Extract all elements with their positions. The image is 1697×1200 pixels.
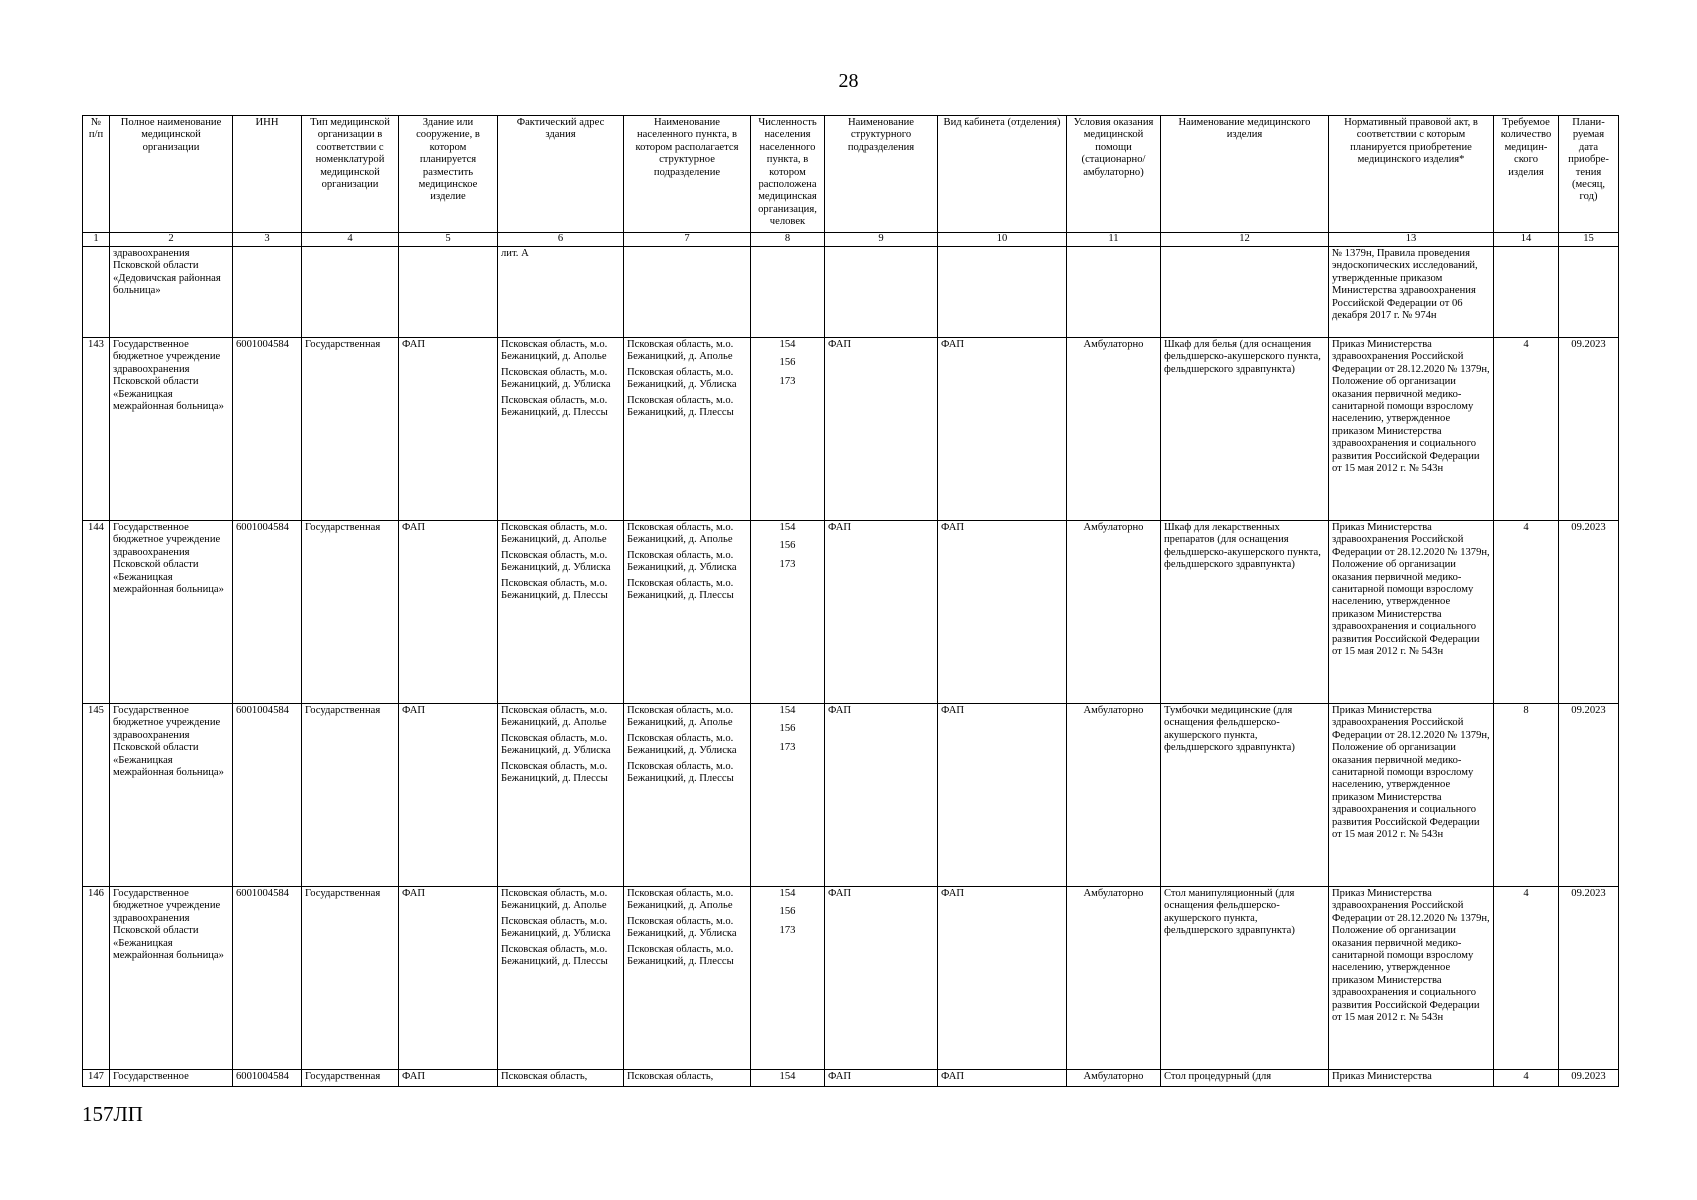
column-number: 14 [1494, 233, 1559, 247]
org-name: Государственное [110, 1070, 233, 1087]
settlement [624, 338, 751, 521]
purchase-date: 09.2023 [1559, 338, 1619, 521]
quantity [1494, 247, 1559, 338]
column-header: Тип медицинской организации в соответствии с номенклатурой медицинской организации [302, 116, 399, 233]
device: Шкаф для белья (для оснащения фельдшерско-акушерского пункта, фельдшерского здравпункта) [1161, 338, 1329, 521]
purchase-date: 09.2023 [1559, 521, 1619, 704]
address-line: Псковская область, м.о. Бежаницкий, д. Аполье [501, 888, 608, 912]
quantity: 4 [1494, 887, 1559, 1070]
conditions: Амбулаторно [1067, 521, 1161, 704]
device: Стол процедурный (для [1161, 1070, 1329, 1087]
column-header: Здание или сооружение, в котором планируется разместить медицинское изделие [399, 116, 498, 233]
org-name: Государственное бюджетное учреждение здравоохранения Псковской области «Бежаницкая межрайонная больница» [110, 338, 233, 521]
population-value: 154 [779, 705, 796, 716]
column-number: 11 [1067, 233, 1161, 247]
address-line: Псковская область, м.о. Бежаницкий, д. Ублиска [501, 549, 611, 574]
conditions: Амбулаторно [1067, 704, 1161, 887]
cabinet: ФАП [938, 338, 1067, 521]
purchase-date [1559, 247, 1619, 338]
org-name: Государственное бюджетное учреждение здравоохранения Псковской области «Бежаницкая межрайонная больница» [110, 887, 233, 1070]
conditions: Амбулаторно [1067, 338, 1161, 521]
unit: ФАП [825, 887, 938, 1070]
building [399, 247, 498, 338]
address-line: Псковская область, м.о. Бежаницкий, д. Аполье [501, 522, 608, 546]
legal-act: Приказ Министерства здравоохранения Российской Федерации от 28.12.2020 № 1379н, Положение об организации оказания первичной медико-санитарной помощи взрослому населению, утвержденное приказом Министерства здравоохранения и социального развития Российской Федерации от 15 мая 2012 г. № 543н [1329, 887, 1494, 1070]
unit: ФАП [825, 704, 938, 887]
column-number: 6 [498, 233, 624, 247]
inn [233, 247, 302, 338]
settlement [624, 704, 751, 887]
column-number: 9 [825, 233, 938, 247]
address-line: Псковская область, м.о. Бежаницкий, д. Ублиска [501, 915, 611, 940]
population [751, 338, 825, 521]
column-number: 2 [110, 233, 233, 247]
address-line: Псковская область, м.о. Бежаницкий, д. Ублиска [501, 732, 611, 757]
table-row [83, 338, 1619, 521]
population-value: 154 [779, 522, 796, 533]
address-line: Псковская область, м.о. Бежаницкий, д. Плессы [501, 577, 608, 602]
settlement-line: Псковская область, м.о. Бежаницкий, д. Аполье [627, 888, 734, 912]
address: Псковская область, [498, 1070, 624, 1087]
settlement-line: Псковская область, м.о. Бежаницкий, д. Ублиска [627, 366, 737, 391]
population-value: 173 [779, 558, 796, 570]
device: Тумбочки медицинские (для оснащения фельдшерско-акушерского пункта, фельдшерского здравпункта) [1161, 704, 1329, 887]
population [751, 887, 825, 1070]
org-type: Государственная [302, 521, 399, 704]
settlement-line: Псковская область, м.о. Бежаницкий, д. Ублиска [627, 915, 737, 940]
table-row [83, 521, 1619, 704]
settlement-line: Псковская область, м.о. Бежаницкий, д. Плессы [627, 394, 734, 419]
column-header: Вид кабинета (отделения) [938, 116, 1067, 233]
cabinet: ФАП [938, 1070, 1067, 1087]
settlement-line: Псковская область, м.о. Бежаницкий, д. Ублиска [627, 732, 737, 757]
settlement-line: Псковская область, м.о. Бежаницкий, д. Аполье [627, 522, 734, 546]
address-line: Псковская область, м.о. Бежаницкий, д. Плессы [501, 760, 608, 785]
org-type: Государственная [302, 704, 399, 887]
population [751, 247, 825, 338]
header-row [83, 116, 1619, 233]
column-number: 15 [1559, 233, 1619, 247]
row-number [83, 247, 110, 338]
settlement [624, 247, 751, 338]
org-name: здравоохранения Псковской области «Дедовичская районная больница» [110, 247, 233, 338]
cabinet: ФАП [938, 704, 1067, 887]
address [498, 704, 624, 887]
column-header: Наименование медицинского изделия [1161, 116, 1329, 233]
settlement-line: Псковская область, м.о. Бежаницкий, д. Плессы [627, 943, 734, 968]
row-number: 144 [83, 521, 110, 704]
column-number: 13 [1329, 233, 1494, 247]
inn: 6001004584 [233, 1070, 302, 1087]
column-header: ИНН [233, 116, 302, 233]
column-header: Требуемое количество медицин-ского изделия [1494, 116, 1559, 233]
address-line: Псковская область, м.о. Бежаницкий, д. Плессы [501, 394, 608, 419]
footer-code: 157ЛП [82, 1102, 143, 1126]
column-header: Плани-руемая дата приобре-тения (месяц, год) [1559, 116, 1619, 233]
inn: 6001004584 [233, 338, 302, 521]
settlement [624, 887, 751, 1070]
population-value: 173 [779, 741, 796, 753]
purchase-date: 09.2023 [1559, 704, 1619, 887]
population-value: 156 [779, 906, 796, 918]
table-row [83, 1070, 1619, 1087]
column-header: Условия оказания медицинской помощи (стационарно/ амбулаторно) [1067, 116, 1161, 233]
device: Стол манипуляционный (для оснащения фельдшерско-акушерского пункта, фельдшерского здравпункта) [1161, 887, 1329, 1070]
unit: ФАП [825, 1070, 938, 1087]
settlement-line: Псковская область, м.о. Бежаницкий, д. Аполье [627, 705, 734, 729]
org-type: Государственная [302, 338, 399, 521]
address-line: Псковская область, м.о. Бежаницкий, д. Плессы [501, 943, 608, 968]
population-value: 173 [779, 924, 796, 936]
table-row [83, 704, 1619, 887]
inn: 6001004584 [233, 521, 302, 704]
legal-act: № 1379н, Правила проведения эндоскопических исследований, утвержденные приказом Министерства здравоохранения Российской Федерации от 06 декабря 2017 г. № 974н [1329, 247, 1494, 338]
legal-act: Приказ Министерства здравоохранения Российской Федерации от 28.12.2020 № 1379н, Положение об организации оказания первичной медико-санитарной помощи взрослому населению, утвержденное приказом Министерства здравоохранения и социального развития Российской Федерации от 15 мая 2012 г. № 543н [1329, 704, 1494, 887]
quantity: 4 [1494, 338, 1559, 521]
address-line: Псковская область, м.о. Бежаницкий, д. Аполье [501, 339, 608, 363]
purchase-date: 09.2023 [1559, 1070, 1619, 1087]
row-number: 146 [83, 887, 110, 1070]
settlement-line: Псковская область, м.о. Бежаницкий, д. Плессы [627, 760, 734, 785]
row-number: 147 [83, 1070, 110, 1087]
unit: ФАП [825, 338, 938, 521]
population-value: 156 [779, 723, 796, 735]
row-number: 143 [83, 338, 110, 521]
address [498, 521, 624, 704]
org-type: Государственная [302, 887, 399, 1070]
population-value: 156 [779, 357, 796, 369]
conditions: Амбулаторно [1067, 887, 1161, 1070]
page-number: 28 [838, 70, 859, 92]
settlement: Псковская область, [624, 1070, 751, 1087]
cabinet: ФАП [938, 521, 1067, 704]
address [498, 887, 624, 1070]
address: лит. А [498, 247, 624, 338]
column-number: 5 [399, 233, 498, 247]
settlement-line: Псковская область, м.о. Бежаницкий, д. Ублиска [627, 549, 737, 574]
column-header: Полное наименование медицинской организации [110, 116, 233, 233]
building: ФАП [399, 1070, 498, 1087]
legal-act: Приказ Министерства здравоохранения Российской Федерации от 28.12.2020 № 1379н, Положение об организации оказания первичной медико-санитарной помощи взрослому населению, утвержденное приказом Министерства здравоохранения и социального развития Российской Федерации от 15 мая 2012 г. № 543н [1329, 338, 1494, 521]
conditions [1067, 247, 1161, 338]
unit: ФАП [825, 521, 938, 704]
device [1161, 247, 1329, 338]
org-type [302, 247, 399, 338]
quantity: 4 [1494, 521, 1559, 704]
building: ФАП [399, 887, 498, 1070]
device: Шкаф для лекарственных препаратов (для оснащения фельдшерско-акушерского пункта, фельдшерского здравпункта) [1161, 521, 1329, 704]
address-line: Псковская область, м.о. Бежаницкий, д. Ублиска [501, 366, 611, 391]
building: ФАП [399, 704, 498, 887]
inn: 6001004584 [233, 887, 302, 1070]
population: 154 [751, 1070, 825, 1087]
inn: 6001004584 [233, 704, 302, 887]
equipment-table [82, 115, 1619, 1087]
settlement [624, 521, 751, 704]
column-number: 8 [751, 233, 825, 247]
address [498, 338, 624, 521]
population [751, 704, 825, 887]
table-row [83, 887, 1619, 1070]
column-number: 10 [938, 233, 1067, 247]
column-header: Фактический адрес здания [498, 116, 624, 233]
column-header: Наименование структурного подразделения [825, 116, 938, 233]
conditions: Амбулаторно [1067, 1070, 1161, 1087]
quantity: 4 [1494, 1070, 1559, 1087]
column-number: 1 [83, 233, 110, 247]
table-body [83, 116, 1619, 1087]
column-number: 12 [1161, 233, 1329, 247]
cabinet [938, 247, 1067, 338]
column-header: № п/п [83, 116, 110, 233]
unit [825, 247, 938, 338]
quantity: 8 [1494, 704, 1559, 887]
legal-act: Приказ Министерства здравоохранения Российской Федерации от 28.12.2020 № 1379н, Положение об организации оказания первичной медико-санитарной помощи взрослому населению, утвержденное приказом Министерства здравоохранения и социального развития Российской Федерации от 15 мая 2012 г. № 543н [1329, 521, 1494, 704]
column-number: 4 [302, 233, 399, 247]
row-number: 145 [83, 704, 110, 887]
population-value: 154 [779, 339, 796, 350]
cabinet: ФАП [938, 887, 1067, 1070]
org-name: Государственное бюджетное учреждение здравоохранения Псковской области «Бежаницкая межрайонная больница» [110, 521, 233, 704]
column-header: Нормативный правовой акт, в соответствии с которым планируется приобретение медицинского изделия* [1329, 116, 1494, 233]
column-number: 7 [624, 233, 751, 247]
population-value: 154 [779, 888, 796, 899]
population-value: 173 [779, 375, 796, 387]
population-value: 156 [779, 540, 796, 552]
building: ФАП [399, 338, 498, 521]
purchase-date: 09.2023 [1559, 887, 1619, 1070]
column-header: Наименование населенного пункта, в котором располагается структурное подразделение [624, 116, 751, 233]
legal-act: Приказ Министерства [1329, 1070, 1494, 1087]
column-number-row [83, 233, 1619, 247]
column-number: 3 [233, 233, 302, 247]
org-name: Государственное бюджетное учреждение здравоохранения Псковской области «Бежаницкая межрайонная больница» [110, 704, 233, 887]
column-header: Численность населения населенного пункта, в котором расположена медицинская организация, человек [751, 116, 825, 233]
building: ФАП [399, 521, 498, 704]
settlement-line: Псковская область, м.о. Бежаницкий, д. Плессы [627, 577, 734, 602]
population [751, 521, 825, 704]
settlement-line: Псковская область, м.о. Бежаницкий, д. Аполье [627, 339, 734, 363]
org-type: Государственная [302, 1070, 399, 1087]
address-line: Псковская область, м.о. Бежаницкий, д. Аполье [501, 705, 608, 729]
continuation-row [83, 247, 1619, 338]
